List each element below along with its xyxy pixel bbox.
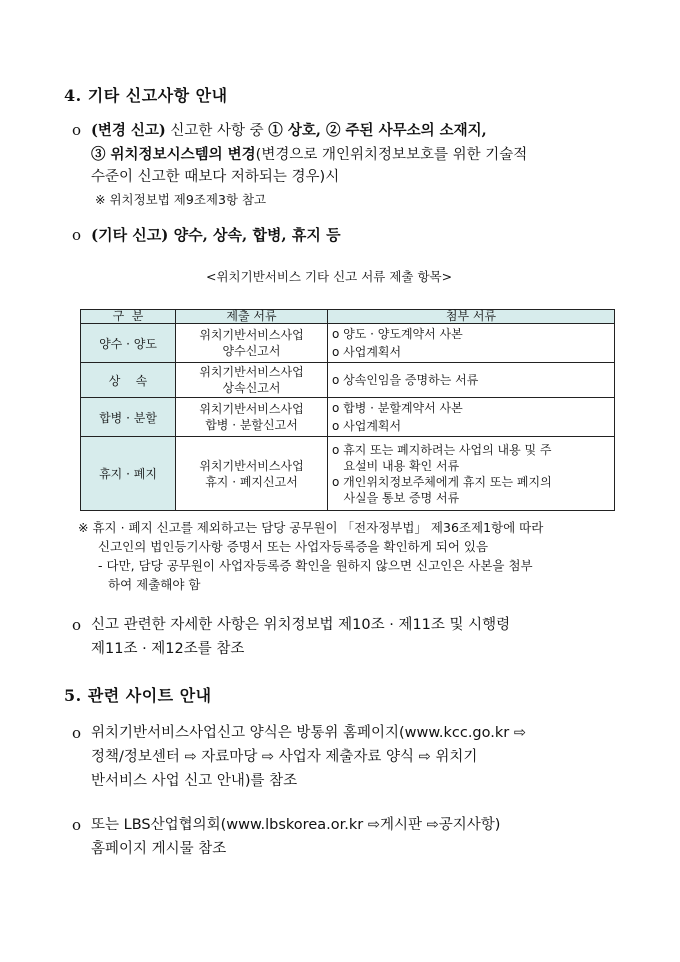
change-report-heading: (변경 신고) [91,122,166,139]
attached-doc-item: o 양도 · 양도계약서 사본 [332,327,463,341]
section-4-title: 4. 기타 신고사항 안내 [64,86,228,105]
table-header-row [81,310,615,324]
bullet-marker: o [72,616,82,634]
header-attached-docs: 첨부 서류 [328,310,615,324]
bullet-marker: o [72,226,82,244]
attached-doc-item: o 사업계획서 [332,345,402,359]
bullet-marker: o [72,724,82,742]
submit-doc-line: 상속신고서 [222,381,281,395]
row-attached-doc [328,324,615,363]
table-row [81,437,615,511]
row-submit-doc [176,398,328,437]
attached-doc-item: o 개인위치정보주체에게 휴지 또는 폐지의 [332,474,552,489]
attached-doc-item: 요설비 내용 확인 서류 [332,458,460,473]
bullet-marker: o [72,121,82,139]
row-attached-doc [328,437,615,511]
submit-doc-line: 양수신고서 [222,344,281,358]
row-category: 합병 · 분할 [81,398,176,437]
header-submit-docs: 제출 서류 [176,310,328,324]
attached-doc-item: 사실을 통보 증명 서류 [332,490,460,505]
change-report-items: ① 상호, ② 주된 사무소의 소재지, [268,122,487,139]
table-row [81,398,615,437]
attached-doc-item: o 사업계획서 [332,419,402,433]
change-report-note: ※ 위치정보법 제9조제3항 참고 [95,192,267,207]
submit-doc-line: 위치기반서비스사업 [199,365,304,379]
submit-doc-line: 합병 · 분할신고서 [205,418,298,432]
row-submit-doc [176,363,328,398]
required-documents-table [80,309,615,511]
lbs-site-line-1: 또는 LBS산업협의회(www.lbskorea.or.kr ⇨게시판 ⇨공지사항) [91,817,501,833]
table-caption: <위치기반서비스 기타 신고 서류 제출 항목> [206,269,453,284]
attached-doc-item: o 상속인임을 증명하는 서류 [332,373,479,387]
submit-doc-line: 위치기반서비스사업 [199,458,304,473]
change-report-line-2 [91,143,527,167]
table-note: ※ 휴지 · 폐지 신고를 제외하고는 담당 공무원이 「전자정부법」 제36조제1항에 따라 [78,520,544,535]
header-category: 구 분 [81,310,176,324]
site-guide-line-1: 위치기반서비스사업신고 양식은 방통위 홈페이지(www.kcc.go.kr ⇨ [91,725,526,741]
bullet-marker: o [72,816,82,834]
change-report-items-2: ③ 위치정보시스템의 변경 [91,146,256,163]
lbs-site-line-2: 홈페이지 게시물 참조 [91,841,227,857]
change-report-text: 신고한 사항 중 [165,123,269,139]
submit-doc-line: 휴지 · 폐지신고서 [205,474,298,489]
submit-doc-line: 위치기반서비스사업 [199,402,304,416]
row-submit-doc [176,437,328,511]
other-report-heading: (기타 신고) 양수, 상속, 합병, 휴지 등 [91,226,341,244]
attached-doc-item: o 합병 · 분할계약서 사본 [332,401,463,415]
row-category: 양수 · 양도 [81,324,176,363]
table-note: 하여 제출해야 함 [108,577,201,592]
table-row [81,363,615,398]
change-report-text-2: (변경으로 개인위치정보보호를 위한 기술적 [255,147,528,163]
site-guide-line-2: 정책/정보센터 ⇨ 자료마당 ⇨ 사업자 제출자료 양식 ⇨ 위치기 [91,749,478,765]
row-submit-doc [176,324,328,363]
change-report-line-3: 수준이 신고한 때보다 저하되는 경우)시 [91,169,340,185]
section-5-title: 5. 관련 사이트 안내 [64,686,212,705]
table-note: 신고인의 법인등기사항 증명서 또는 사업자등록증을 확인하게 되어 있음 [98,539,489,554]
table-note: - 다만, 담당 공무원이 사업자등록증 확인을 원하지 않으면 신고인은 사본을 첨부 [98,558,533,573]
submit-doc-line: 위치기반서비스사업 [199,328,304,342]
row-attached-doc [328,398,615,437]
row-category: 상 속 [81,363,176,398]
row-category: 휴지 · 폐지 [81,437,176,511]
reference-line-2: 제11조 · 제12조를 참조 [91,641,245,657]
change-report-line-1 [91,119,487,143]
reference-line-1: 신고 관련한 자세한 사항은 위치정보법 제10조 · 제11조 및 시행령 [91,617,511,633]
site-guide-line-3: 반서비스 사업 신고 안내)를 참조 [91,773,298,789]
attached-doc-item: o 휴지 또는 폐지하려는 사업의 내용 및 주 [332,442,552,457]
table-row [81,324,615,363]
row-attached-doc [328,363,615,398]
